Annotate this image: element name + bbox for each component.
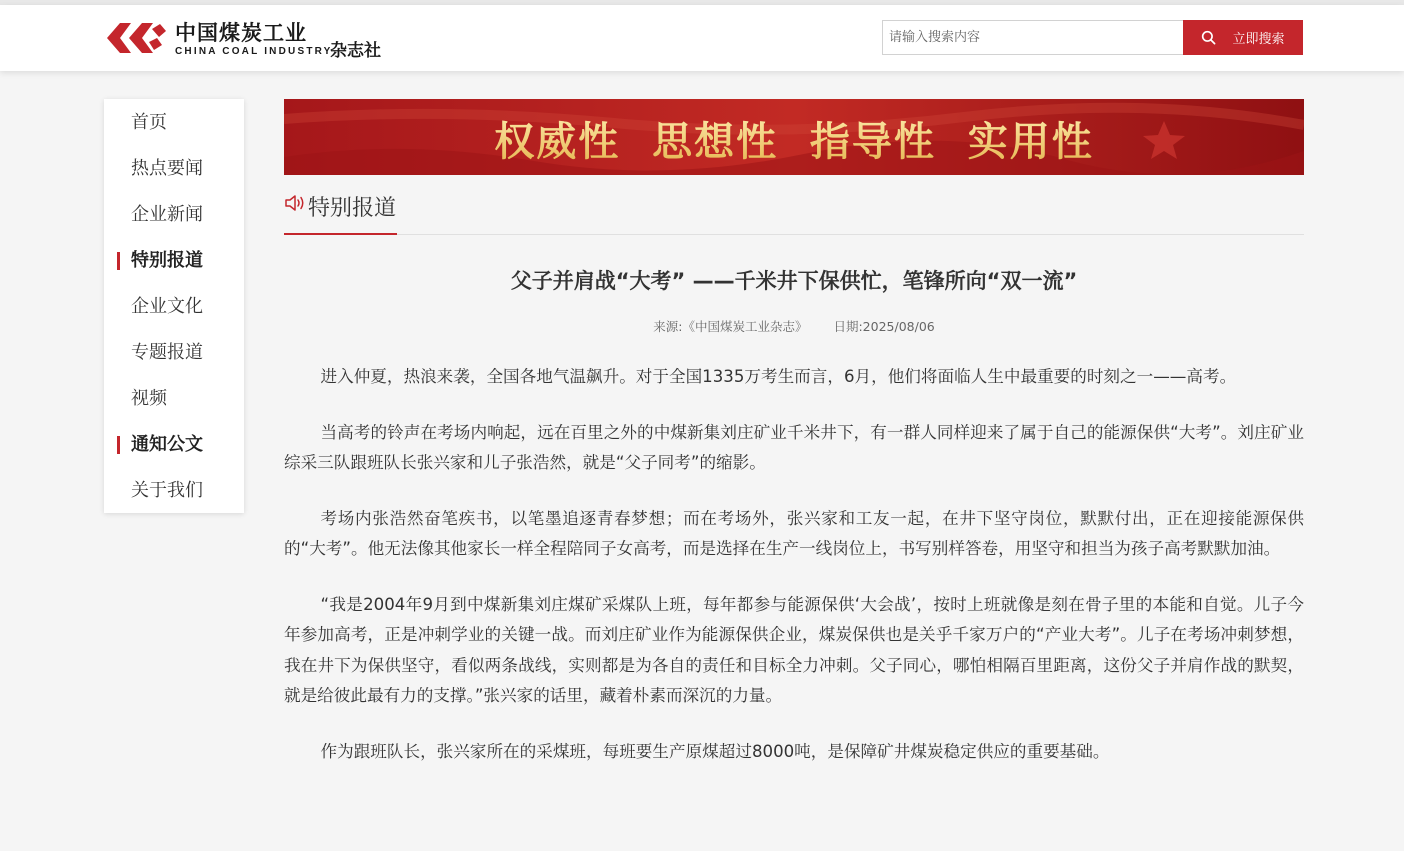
sidebar-item-label: 关于我们: [131, 480, 203, 501]
article-date: 日期:2025/08/06: [833, 319, 935, 334]
sidebar-item-about-us[interactable]: [104, 468, 244, 514]
article-title: 父子并肩战“大考” ——千米井下保供忙，笔锋所向“双一流”: [510, 269, 1078, 293]
article-source: 来源:《中国煤炭工业杂志》: [653, 319, 808, 334]
article-paragraph: 作为跟班队长，张兴家所在的采煤班，每班要生产原煤超过8000吨，是保障矿井煤炭稳定供应的重要基础。: [320, 741, 1110, 761]
slogan-banner: [284, 99, 1304, 175]
sidebar-item-video[interactable]: [104, 376, 244, 422]
sidebar-item-label: 特别报道: [131, 250, 203, 271]
sidebar-item-label: 企业新闻: [131, 204, 203, 225]
logo-suffix: 杂志社: [330, 41, 381, 61]
sidebar-item-home[interactable]: [104, 100, 244, 146]
search-icon: [1201, 30, 1216, 45]
section-tab: [284, 185, 397, 235]
sidebar-item-label: 视频: [131, 388, 167, 409]
active-marker: [117, 252, 120, 270]
logo-mark-icon: [104, 20, 168, 56]
sidebar-item-label: 热点要闻: [131, 158, 203, 179]
sidebar-item-enterprise-news[interactable]: [104, 192, 244, 238]
search-button[interactable]: [1183, 20, 1303, 55]
sidebar-item-special-reports[interactable]: [104, 238, 244, 284]
article-paragraph: 进入仲夏，热浪来袭，全国各地气温飙升。对于全国1335万考生而言，6月，他们将面临人生中最重要的时刻之一——高考。: [320, 367, 1237, 386]
sidebar-item-label: 首页: [131, 112, 167, 133]
sidebar-item-label: 通知公文: [131, 434, 203, 455]
banner-slogan: 权威性 思想性 指导性 实用性: [494, 118, 1094, 165]
section-title: 特别报道: [308, 196, 397, 221]
sidebar-item-topics[interactable]: [104, 330, 244, 376]
article-paragraph: “我是2004年9月到中煤新集刘庄煤矿采煤队上班，每年都参与能源保供‘大会战’，按时上班就像是刻在骨子里的本能和自觉。儿子今年参加高考，正是冲刺学业的关键一战。而刘庄矿业作为能源保供企业，煤炭保供也是关乎千家万户的“产业大考”。儿子在考场冲刺梦想，我在井下为保供坚守，看似两条战线，实则都是为各自的责任和目标全力冲刺。父子同心，哪怕相隔百里距离，这份父子并肩作战的默契，就是给彼此最有力的支撑。”张兴家的话里，藏着朴素而深沉的力量。: [284, 594, 1304, 705]
active-marker: [117, 436, 120, 454]
site-header: [0, 5, 1404, 71]
speaker-icon: [284, 193, 306, 213]
search-input[interactable]: [882, 20, 1184, 55]
logo-english-name: CHINA COAL INDUSTRY: [175, 46, 333, 57]
sidebar-item-hot-news[interactable]: [104, 146, 244, 192]
sidebar-item-notices[interactable]: [104, 422, 244, 468]
sidebar-item-label: 专题报道: [131, 342, 203, 363]
article-meta: [284, 317, 1304, 335]
site-logo[interactable]: [104, 16, 394, 62]
article-body: [284, 362, 1304, 792]
search-button-label: 立即搜索: [1232, 32, 1285, 47]
section-header: [284, 185, 1304, 235]
logo-chinese-name: 中国煤炭工业: [175, 20, 307, 45]
sidebar-nav: [104, 99, 244, 513]
sidebar-item-corporate-culture[interactable]: [104, 284, 244, 330]
sidebar-item-label: 企业文化: [131, 296, 203, 317]
article-paragraph: 当高考的铃声在考场内响起，远在百里之外的中煤新集刘庄矿业千米井下，有一群人同样迎来了属于自己的能源保供“大考”。刘庄矿业综采三队跟班队长张兴家和儿子张浩然，就是“父子同考”的缩影。: [284, 422, 1304, 472]
banner-graphic: [284, 99, 1304, 175]
article-paragraph: 考场内张浩然奋笔疾书，以笔墨追逐青春梦想；而在考场外，张兴家和工友一起，在井下坚守岗位，默默付出，正在迎接能源保供的“大考”。他无法像其他家长一样全程陪同子女高考，而是选择在生产一线岗位上，书写别样答卷，用坚守和担当为孩子高考默默加油。: [284, 508, 1304, 558]
